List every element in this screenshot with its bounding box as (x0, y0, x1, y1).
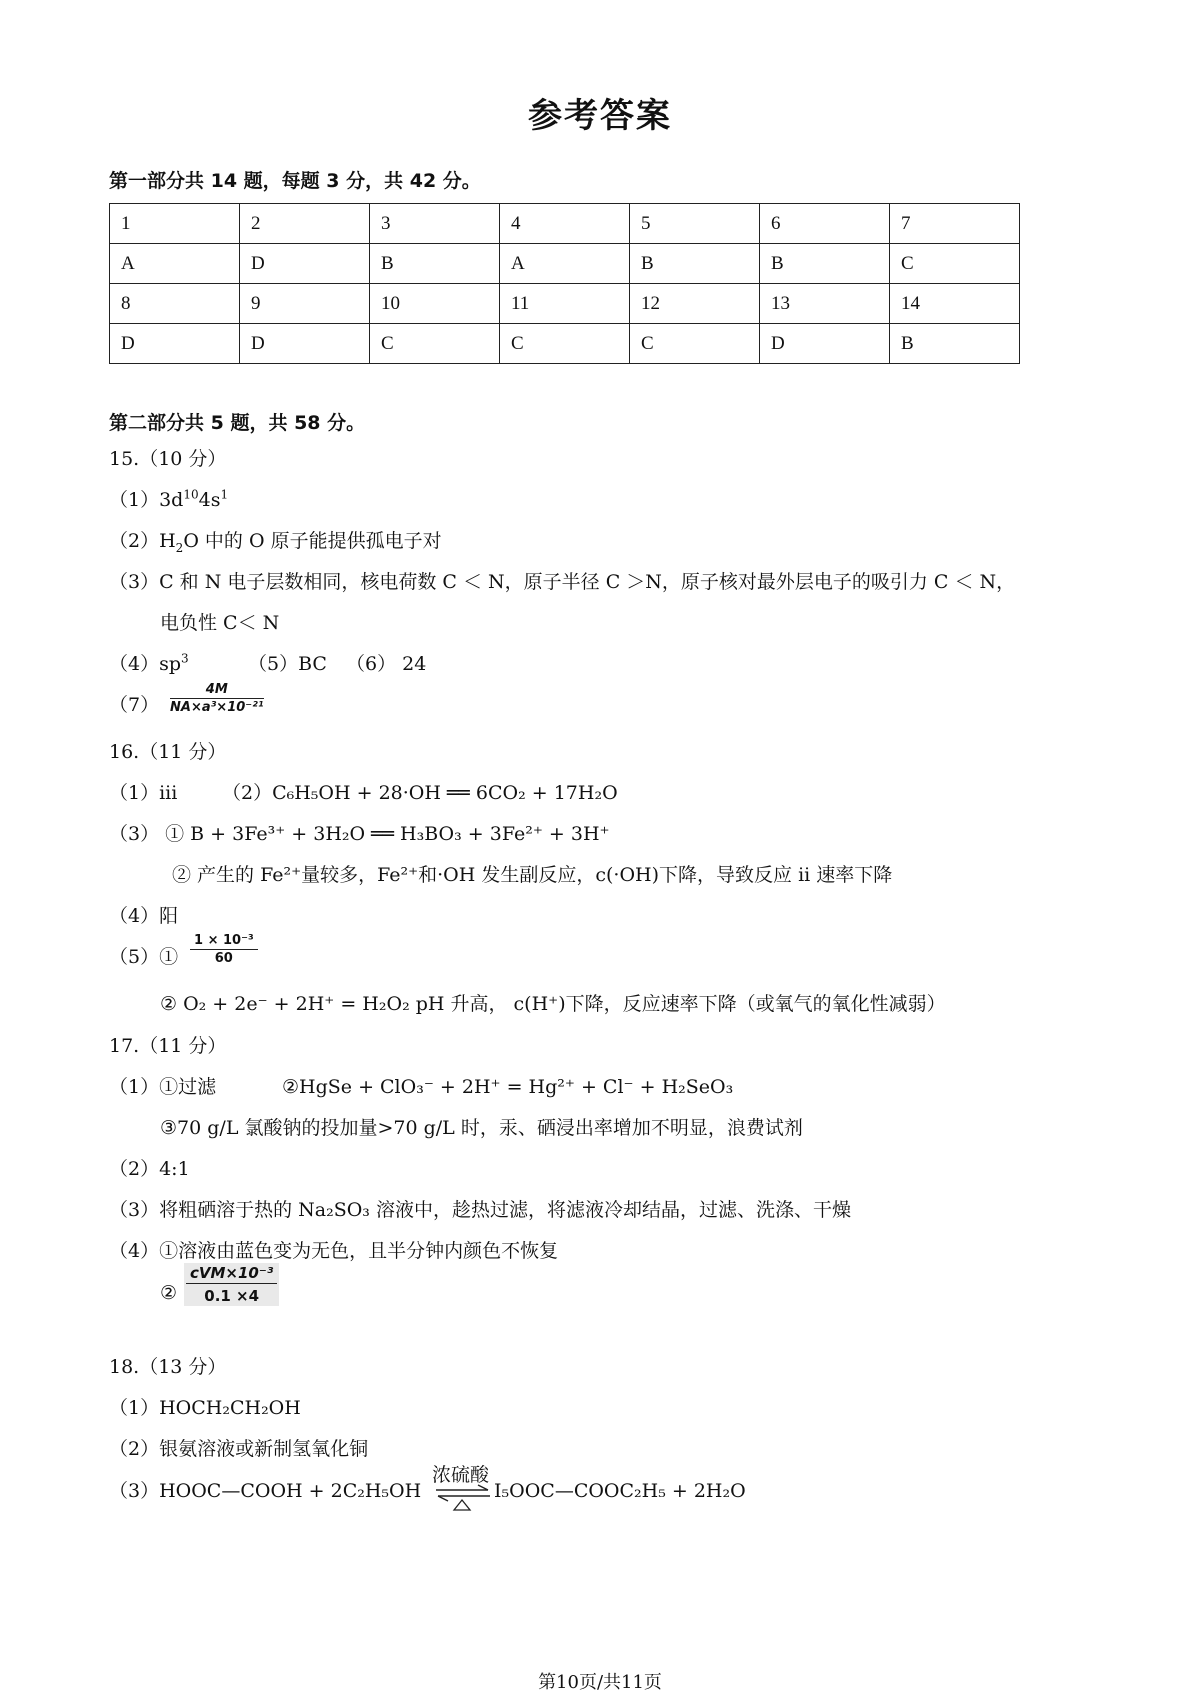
table-cell: 2 (240, 204, 370, 244)
fraction-denominator: NA×a³×10⁻²¹ (170, 700, 264, 715)
q15-heading: 15.（10 分） (109, 448, 227, 470)
answer-table (109, 203, 1020, 364)
q15-answer-5: （5）BC (248, 653, 327, 675)
q18-answer-2: （2）银氨溶液或新制氢氧化铜 (109, 1438, 369, 1460)
q18-heading: 18.（13 分） (109, 1356, 227, 1378)
table-cell: 13 (760, 284, 890, 324)
page-footer: 第10页/共11页 (538, 1672, 662, 1693)
table-cell: C (890, 244, 1020, 284)
q15-answer-7-label: （7） (109, 694, 160, 716)
table-cell: D (240, 244, 370, 284)
q16-answer-3-2: ② 产生的 Fe²⁺量较多，Fe²⁺和·OH 发生副反应，c(·OH)下降，导致反应 ii 速率下降 (172, 864, 893, 886)
table-cell: C (500, 324, 630, 364)
reversible-arrow-icon (434, 1478, 492, 1512)
q16-answer-2: （2）C₆H₅OH + 28·OH ══ 6CO₂ + 17H₂O (222, 782, 618, 804)
q18-reaction-condition: 浓硫酸 (432, 1464, 490, 1486)
table-cell: D (110, 324, 240, 364)
q15-answer-7-fraction (170, 682, 264, 715)
table-cell: 12 (630, 284, 760, 324)
table-cell: 14 (890, 284, 1020, 324)
table-cell: C (370, 324, 500, 364)
q16-answer-3-1: （3） ① B + 3Fe³⁺ + 3H₂O ══ H₃BO₃ + 3Fe²⁺ + 3H⁺ (109, 823, 610, 845)
q16-answer-5-label: （5）① (109, 946, 179, 968)
table-row (110, 204, 1020, 244)
table-cell: 3 (370, 204, 500, 244)
table-row (110, 324, 1020, 364)
q16-answer-5-2: ② O₂ + 2e⁻ + 2H⁺ = H₂O₂ pH 升高， c(H⁺)下降，反应速率下降（或氧气的氧化性减弱） (160, 993, 946, 1015)
q17-heading: 17.（11 分） (109, 1035, 227, 1057)
q17-answer-4-1: （4）①溶液由蓝色变为无色，且半分钟内颜色不恢复 (109, 1240, 559, 1262)
table-cell: 10 (370, 284, 500, 324)
q17-answer-1-3: ③70 g/L 氯酸钠的投加量>70 g/L 时，汞、硒浸出率增加不明显，浪费试剂 (160, 1117, 803, 1139)
table-cell: D (240, 324, 370, 364)
q16-answer-4: （4）阳 (109, 905, 179, 927)
q17-answer-2: （2）4:1 (109, 1158, 190, 1180)
table-cell: 5 (630, 204, 760, 244)
fraction-denominator: 60 (214, 951, 233, 966)
q17-answer-4-2-label: ② (160, 1282, 178, 1304)
table-cell: A (110, 244, 240, 284)
table-cell: 1 (110, 204, 240, 244)
fraction-numerator: 1 × 10⁻³ (190, 933, 258, 950)
table-cell: B (890, 324, 1020, 364)
part2-heading: 第二部分共 5 题，共 58 分。 (109, 412, 366, 434)
table-row (110, 284, 1020, 324)
part1-heading: 第一部分共 14 题，每题 3 分，共 42 分。 (109, 170, 481, 192)
q17-answer-3: （3）将粗硒溶于热的 Na₂SO₃ 溶液中，趁热过滤，将滤液冷却结晶，过滤、洗涤、干燥 (109, 1199, 851, 1221)
table-cell: B (370, 244, 500, 284)
q15-answer-6: （6） 24 (346, 653, 427, 675)
table-cell: D (760, 324, 890, 364)
q15-answer-2: $(2)H_2O$ 中的 O 原子能提供孤电子对 (109, 530, 442, 555)
table-cell: 7 (890, 204, 1020, 244)
fraction-numerator: cVM×10⁻³ (186, 1264, 277, 1284)
q15-answer-3-line2: 电负性 C＜ N (160, 612, 280, 634)
table-cell: A (500, 244, 630, 284)
q16-answer-1: （1）iii (109, 782, 178, 804)
table-cell: C (630, 324, 760, 364)
q17-answer-1-2: ②HgSe + ClO₃⁻ + 2H⁺ = Hg²⁺ + Cl⁻ + H₂SeO₃ (282, 1076, 734, 1098)
q17-answer-4-2-fraction (184, 1263, 279, 1306)
table-row (110, 244, 1020, 284)
q15-answer-1: $(1)3d^{10}4s^1$ (109, 487, 229, 511)
q18-answer-1: （1）HOCH₂CH₂OH (109, 1397, 301, 1419)
q15-answer-3-line1: （3）C 和 N 电子层数相同，核电荷数 C ＜ N，原子半径 C ＞N，原子核对最外层电子的吸引力 C ＜ N， (109, 571, 1016, 593)
q16-heading: 16.（11 分） (109, 741, 227, 763)
page-title: 参考答案 (528, 96, 672, 136)
q17-answer-1-1: （1）①过滤 (109, 1076, 217, 1098)
q15-answer-4: $(4)sp^3$ (109, 651, 189, 675)
table-cell: 6 (760, 204, 890, 244)
table-cell: 9 (240, 284, 370, 324)
q18-answer-3-right: I₅OOC—COOC₂H₅ + 2H₂O (494, 1480, 746, 1502)
fraction-numerator: 4M (170, 682, 264, 699)
table-cell: B (630, 244, 760, 284)
q18-answer-3-left: （3）HOOC—COOH + 2C₂H₅OH (109, 1480, 422, 1502)
table-cell: 11 (500, 284, 630, 324)
fraction-denominator: 0.1 ×4 (204, 1287, 260, 1305)
table-cell: 8 (110, 284, 240, 324)
q16-answer-5-fraction (190, 933, 258, 966)
table-cell: B (760, 244, 890, 284)
table-cell: 4 (500, 204, 630, 244)
